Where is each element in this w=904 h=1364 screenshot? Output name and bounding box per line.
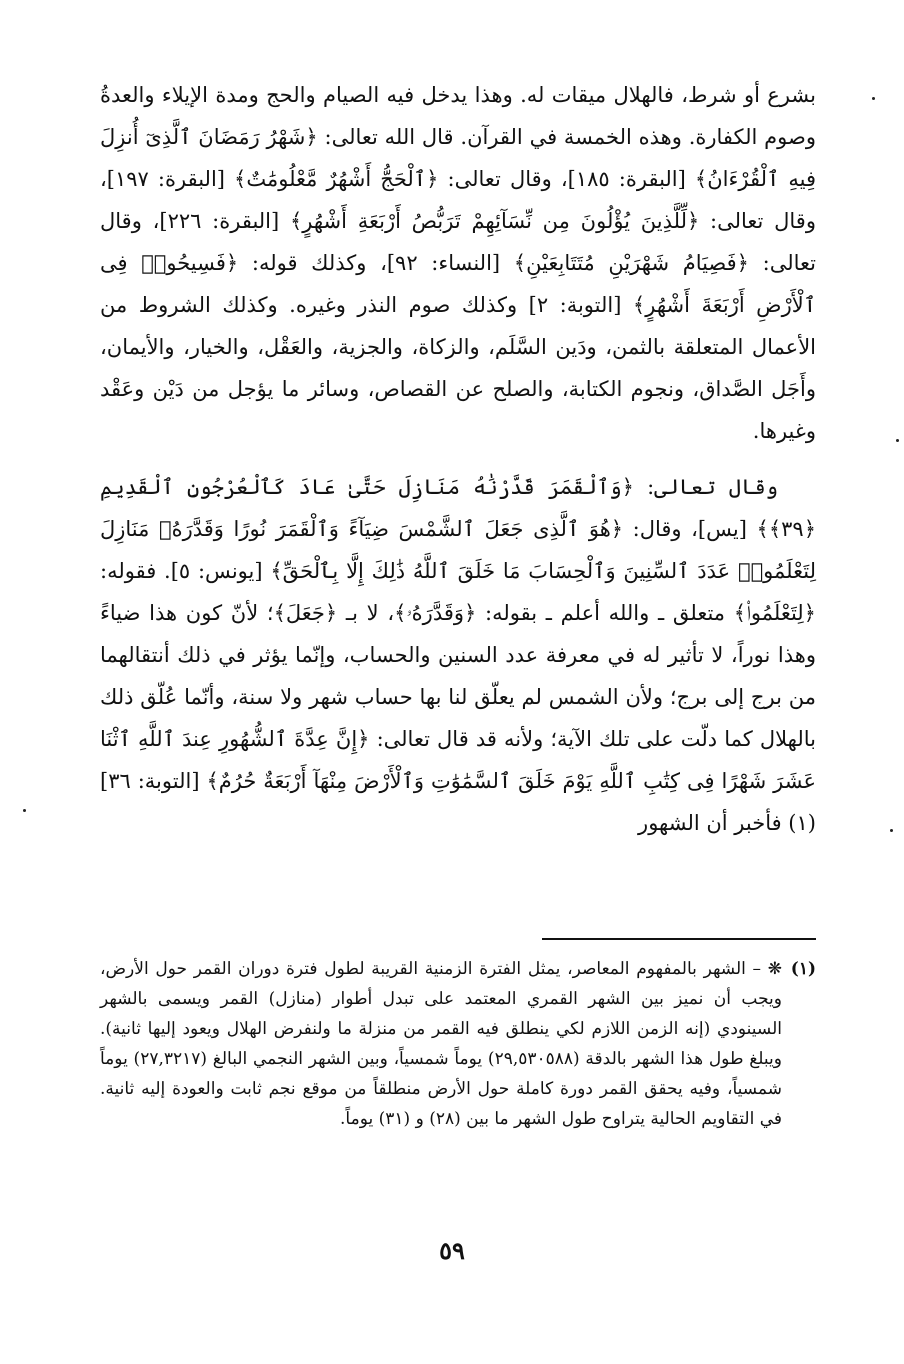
footnote [100,954,816,1134]
footnote-separator [542,938,816,940]
page-number: ٥٩ [439,1236,465,1265]
margin-mark-middle [896,439,899,442]
footnote-marker: (١) [790,959,816,979]
paragraph-2: وقال تعالى: ﴿وَٱلْقَمَرَ قَدَّرْنَٰهُ مَنَازِلَ حَتَّىٰ عَادَ كَٱلْعُرْجُونِ ٱلْقَدِيمِ ﴿٣٩﴾﴾ [يس]، وقال: ﴿هُوَ ٱلَّذِى جَعَلَ ٱلشَّمْسَ ضِيَآءً وَٱلْقَمَرَ نُورًا وَقَدَّرَهُۥ مَنَازِلَ لِتَعْلَمُوا۟ عَدَدَ ٱلسِّنِينَ وَٱلْحِسَابَ مَا خَلَقَ ٱللَّهُ ذَٰلِكَ إِلَّا بِٱلْحَقِّ﴾ [يونس: ٥]. فقوله: ﴿لِتَعْلَمُوا۟﴾ متعلق ـ والله أعلم ـ بقوله: ﴿وَقَدَّرَهُۥ﴾، لا بـ ﴿جَعَلَ﴾؛ لأنّ كون هذا ضياءً وهذا نوراً، لا تأثير له في معرفة عدد السنين والحساب، وإنّما يؤثر في ذلك أنتقالهما من برج إلى برج؛ ولأن الشمس لم يعلّق لنا بها حساب شهر ولا سنة، وأنّما عُلّق ذلك بالهلال كما دلّت على تلك الآية؛ ولأنه قد قال تعالى: ﴿إِنَّ عِدَّةَ ٱلشُّهُورِ عِندَ ٱللَّهِ ٱثْنَا عَشَرَ شَهْرًا فِى كِتَٰبِ ٱللَّهِ يَوْمَ خَلَقَ ٱلسَّمَٰوَٰتِ وَٱلْأَرْضَ مِنْهَآ أَرْبَعَةٌ حُرُمٌ﴾ [التوبة: ٣٦](١) فأخبر أن الشهور [100,475,816,835]
margin-mark-left [23,809,26,812]
margin-mark-lower [890,829,893,832]
paragraph-1: بشرع أو شرط، فالهلال ميقات له. وهذا يدخل فيه الصيام والحج ومدة الإيلاء والعدةُ وصوم الكفارة. وهذه الخمسة في القرآن. قال الله تعالى: ﴿شَهْرُ رَمَضَانَ ٱلَّذِىٓ أُنزِلَ فِيهِ ٱلْقُرْءَانُ﴾ [البقرة: ١٨٥]، وقال تعالى: ﴿ٱلْحَجُّ أَشْهُرٌ مَّعْلُومَٰتٌ﴾ [البقرة: ١٩٧]، وقال تعالى: ﴿لِّلَّذِينَ يُؤْلُونَ مِن نِّسَآئِهِمْ تَرَبُّصُ أَرْبَعَةِ أَشْهُرٍ﴾ [البقرة: ٢٢٦]، وقال تعالى: ﴿فَصِيَامُ شَهْرَيْنِ مُتَتَابِعَيْنِ﴾ [النساء: ٩٢]، وكذلك قوله: ﴿فَسِيحُوا۟ فِى ٱلْأَرْضِ أَرْبَعَةَ أَشْهُرٍ﴾ [التوبة: ٢] وكذلك صوم النذر وغيره. وكذلك الشروط من الأعمال المتعلقة بالثمن، ودَين السَّلَم، والزكاة، والجزية، والعَقْل، والخيار، والأيمان، وأَجَل الصَّداق، ونجوم الكتابة، والصلح عن القصاص، وسائر ما يؤجل من دَيْن وعَقْد وغيرها. [100,83,817,443]
page-body [100,74,816,844]
margin-mark-top [872,97,875,100]
footnote-text: ❋ – الشهر بالمفهوم المعاصر، يمثل الفترة الزمنية القريبة لطول فترة دوران القمر حول الأرض، ويجب أن نميز بين الشهر القمري المعتمد على تبدل أطوار (منازل) القمر ويسمى بالشهر السينودي (إنه الزمن اللازم لكي ينطلق فيه القمر من منزلة ما ولنفرض الهلال ويعود إليها ثانية). ويبلغ طول هذا الشهر بالدقة (٢٩,٥٣٠٥٨٨) يوماً شمسياً، وبين الشهر النجمي البالغ (٢٧,٣٢١٧) يوماً شمسياً، وفيه يحقق القمر دورة كاملة حول الأرض منطلقاً من موقع نجم ثابت والعودة إليه ثانية. في التقاويم الحالية يتراوح طول الشهر ما بين (٢٨) و (٣١) يوماً. [100,959,783,1129]
